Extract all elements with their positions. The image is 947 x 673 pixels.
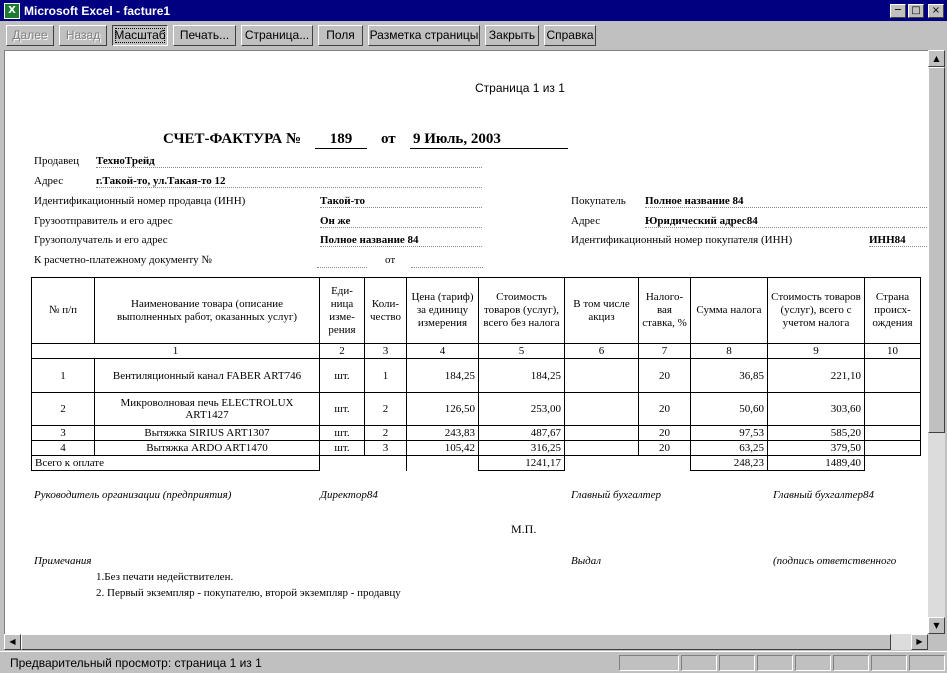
accountant-signature-value: Главный бухгалтер84 [773,489,874,501]
item-country [865,426,921,441]
col-number: 6 [565,344,639,359]
close-preview-button[interactable]: Закрыть [485,25,539,46]
total-tax: 248,23 [691,456,768,471]
vertical-scrollbar[interactable] [928,50,945,634]
item-tax: 63,25 [691,441,768,456]
horizontal-scroll-thumb[interactable] [21,634,891,650]
col-number: 5 [479,344,565,359]
invoice-items-table [31,277,921,471]
item-name: Вентиляционный канал FABER ART746 [95,359,320,393]
seller-address-label: Адрес [34,175,64,187]
col-number: 4 [407,344,479,359]
item-name: Вытяжка SIRIUS ART1307 [95,426,320,441]
invoice-number: 189 [315,131,367,149]
help-button[interactable]: Справка [544,25,596,46]
item-total: 221,10 [768,359,865,393]
col-number: 9 [768,344,865,359]
issued-label: Выдал [571,555,602,567]
item-total: 585,20 [768,426,865,441]
head-signature-label: Руководитель организации (предприятия) [34,489,232,501]
item-excise [565,441,639,456]
vertical-scroll-thumb[interactable] [928,67,945,433]
seller-inn-value: Такой-то [320,195,482,208]
item-price: 105,42 [407,441,479,456]
consignee-value: Полное название 84 [320,234,482,247]
excel-icon[interactable]: X [4,3,20,19]
issued-signature: (подпись ответственного [773,555,897,567]
column-number-row [32,344,921,359]
item-cost: 487,67 [479,426,565,441]
item-excise [565,359,639,393]
status-text: Предварительный просмотр: страница 1 из 1 [10,655,262,670]
row-number: 3 [32,426,95,441]
note-item: 2. Первый экземпляр - покупателю, второй экземпляр - продавцу [96,587,401,599]
seller-label: Продавец [34,155,80,167]
buyer-inn-value: ИНН84 [869,234,927,247]
header-cell: Цена (тариф) за единицу измерения [407,278,479,344]
invoice-date: 9 Июль, 2003 [410,131,568,149]
item-tax: 36,85 [691,359,768,393]
note-item: 1.Без печати недействителен. [96,571,234,583]
total-all: 1489,40 [768,456,865,471]
item-unit: шт. [320,441,365,456]
item-cost: 184,25 [479,359,565,393]
setup-button[interactable]: Страница... [241,25,313,46]
payment-doc-number [317,254,367,268]
previous-button[interactable]: Назад [59,25,107,46]
item-excise [565,393,639,426]
item-cost: 253,00 [479,393,565,426]
header-cell: Наименование товара (описание выполненных работ, оказанных услуг) [95,278,320,344]
item-name: Вытяжка ARDO ART1470 [95,441,320,456]
status-panel [681,655,717,671]
row-number: 4 [32,441,95,456]
header-cell: № п/п [32,278,95,344]
col-number: 8 [691,344,768,359]
total-label: Всего к оплате [32,456,320,471]
item-qty: 1 [365,359,407,393]
table-row [32,426,921,441]
header-cell: Еди-ница изме-рения [320,278,365,344]
item-total: 303,60 [768,393,865,426]
accountant-signature-label: Главный бухгалтер [571,489,661,501]
scroll-left-icon[interactable]: ◀ [4,634,21,650]
item-country [865,359,921,393]
item-rate: 20 [639,441,691,456]
item-country [865,393,921,426]
table-row [32,393,921,426]
item-rate: 20 [639,426,691,441]
status-bar [0,651,947,673]
title-bar [0,0,947,22]
header-cell: Стоимость товаров (услуг), всего с учетом налога [768,278,865,344]
header-cell: Страна происх-ождения [865,278,921,344]
status-panel [619,655,679,671]
page-header: Страница 1 из 1 [475,81,565,95]
stamp-placeholder: М.П. [511,522,537,536]
print-preview-page[interactable] [4,50,928,634]
horizontal-scrollbar[interactable] [4,634,928,650]
scrollbar-corner [928,634,945,650]
maximize-button[interactable]: □ [908,4,924,18]
consignee-label: Грузополучатель и его адрес [34,234,168,246]
item-excise [565,426,639,441]
header-cell: Налого-вая ставка, % [639,278,691,344]
buyer-address-label: Адрес [571,215,601,227]
buyer-address-value: Юридический адрес84 [645,215,927,228]
status-panel [757,655,793,671]
invoice-from-label: от [381,131,396,147]
header-cell: Сумма налога [691,278,768,344]
status-panel [909,655,945,671]
item-cost: 316,25 [479,441,565,456]
table-row [32,441,921,456]
zoom-button[interactable]: Масштаб [112,25,168,46]
seller-inn-label: Идентификационный номер продавца (ИНН) [34,195,246,207]
window-title: Microsoft Excel - facture1 [24,3,171,18]
item-qty: 2 [365,426,407,441]
total-row [32,456,921,471]
buyer-label: Покупатель [571,195,626,207]
item-tax: 97,53 [691,426,768,441]
col-number: 1 [32,344,320,359]
buyer-value: Полное название 84 [645,195,927,208]
status-panel [719,655,755,671]
item-qty: 3 [365,441,407,456]
col-number: 10 [865,344,921,359]
item-qty: 2 [365,393,407,426]
status-panel [833,655,869,671]
table-row [32,359,921,393]
status-panel [795,655,831,671]
header-cell: Стоимость товаров (услуг), всего без налога [479,278,565,344]
preview-toolbar [0,22,947,48]
status-panel [871,655,907,671]
item-unit: шт. [320,359,365,393]
print-button[interactable]: Печать... [173,25,236,46]
item-name: Микроволновая печь ELECTROLUX ART1427 [95,393,320,426]
item-total: 379,50 [768,441,865,456]
payment-doc-from: от [385,254,396,266]
margins-button[interactable]: Поля [318,25,363,46]
scroll-down-icon[interactable]: ▼ [928,617,945,634]
item-price: 126,50 [407,393,479,426]
item-rate: 20 [639,393,691,426]
col-number: 3 [365,344,407,359]
total-cost: 1241,17 [479,456,565,471]
header-cell: В том числе акциз [565,278,639,344]
next-button[interactable]: Далее [6,25,54,46]
col-number: 2 [320,344,365,359]
close-button[interactable]: × [928,4,944,18]
shipper-label: Грузоотправитель и его адрес [34,215,173,227]
head-signature-value: Директор84 [320,489,378,501]
seller-value: ТехноТрейд [96,155,482,168]
seller-address-value: г.Такой-то, ул.Такая-то 12 [96,175,482,188]
header-cell: Коли-чество [365,278,407,344]
item-price: 184,25 [407,359,479,393]
buyer-inn-label: Идентификационный номер покупателя (ИНН) [571,234,793,246]
page-break-preview-button[interactable]: Разметка страницы [368,25,480,46]
col-number: 7 [639,344,691,359]
item-price: 243,83 [407,426,479,441]
item-unit: шт. [320,426,365,441]
item-tax: 50,60 [691,393,768,426]
invoice-document [5,51,928,634]
payment-doc-label: К расчетно-платежному документу № [34,254,212,266]
row-number: 2 [32,393,95,426]
scroll-right-icon[interactable]: ▶ [911,634,928,650]
item-rate: 20 [639,359,691,393]
table-header-row [32,278,921,344]
shipper-value: Он же [320,215,482,228]
notes-label: Примечания [34,555,92,567]
row-number: 1 [32,359,95,393]
item-country [865,441,921,456]
scroll-up-icon[interactable]: ▲ [928,50,945,67]
item-unit: шт. [320,393,365,426]
invoice-title: СЧЕТ-ФАКТУРА № [163,131,302,147]
minimize-button[interactable]: ─ [890,4,906,18]
payment-doc-date [411,254,483,268]
